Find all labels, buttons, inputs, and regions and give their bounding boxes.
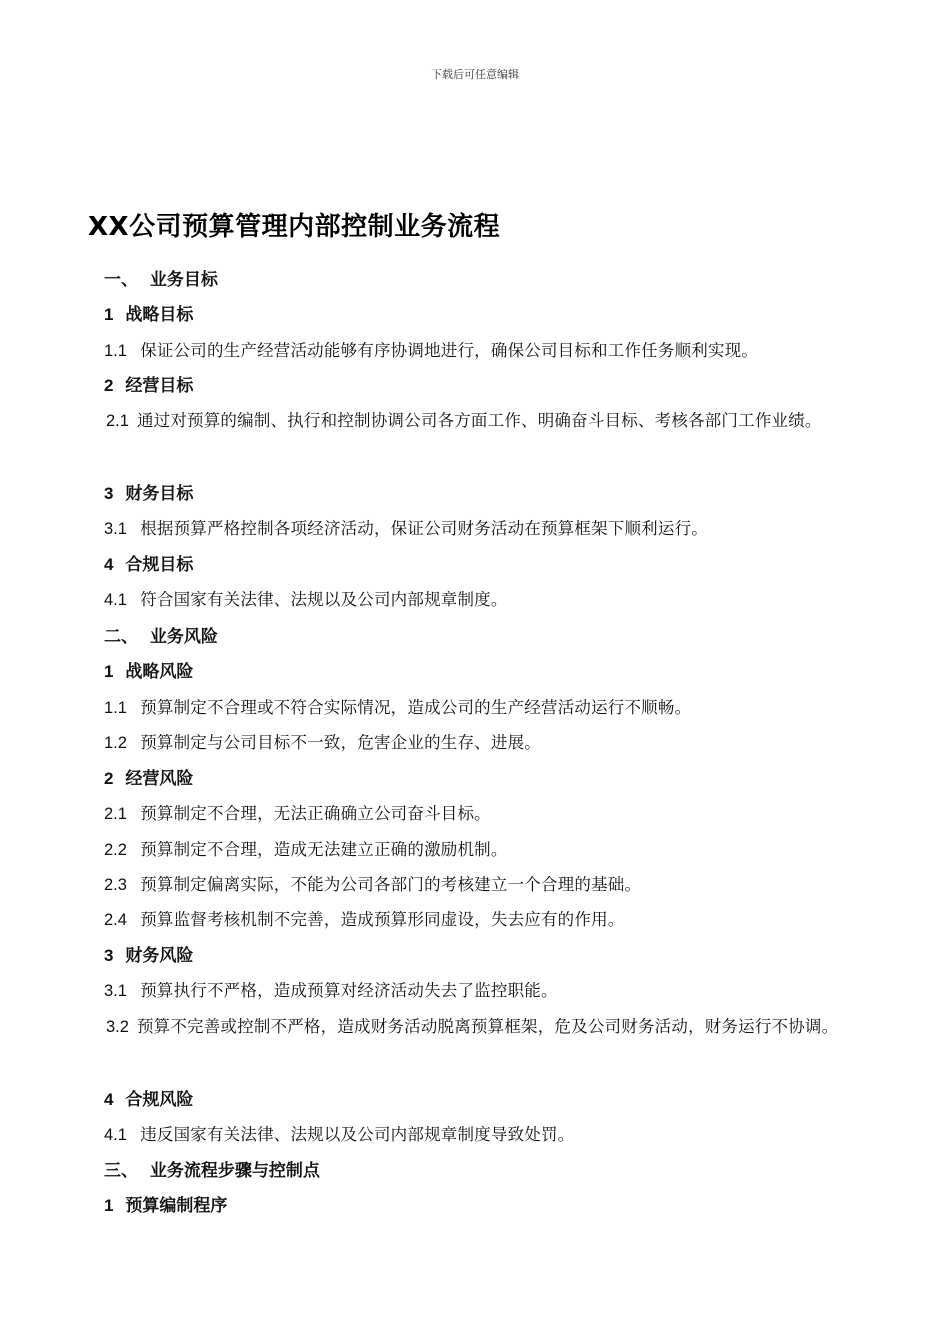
subsection-heading — [104, 482, 193, 506]
subsection-number: 2 — [104, 376, 114, 395]
item-number: 1.1 — [104, 699, 127, 717]
item-number: 2.2 — [104, 841, 127, 859]
list-item — [104, 979, 558, 1003]
item-number: 1.2 — [104, 734, 127, 752]
item-number: 4.1 — [104, 591, 127, 609]
list-item — [104, 588, 508, 612]
item-text: 符合国家有关法律、法规以及公司内部规章制度。 — [140, 590, 508, 609]
subsection-number: 2 — [104, 769, 114, 788]
subsection-heading — [104, 374, 193, 398]
subsection-label: 财务风险 — [125, 946, 194, 966]
subsection-number: 1 — [104, 1196, 114, 1215]
list-item — [104, 696, 691, 720]
item-number: 2.1 — [104, 805, 127, 823]
list-item — [104, 1123, 574, 1147]
subsection-number: 4 — [104, 1090, 114, 1109]
subsection-label: 合规目标 — [125, 555, 194, 575]
item-number: 2.1 — [106, 412, 129, 430]
subsection-label: 财务目标 — [125, 484, 194, 504]
item-number: 2.3 — [104, 876, 127, 894]
subsection-label: 合规风险 — [125, 1090, 194, 1110]
item-number: 1.1 — [104, 342, 127, 360]
subsection-label: 预算编制程序 — [125, 1196, 228, 1216]
subsection-heading — [104, 944, 193, 968]
item-number: 3.1 — [104, 520, 127, 538]
list-item — [104, 838, 508, 862]
list-item — [104, 517, 708, 541]
subsection-number: 4 — [104, 555, 114, 574]
item-text: 违反国家有关法律、法规以及公司内部规章制度导致处罚。 — [140, 1125, 575, 1144]
list-item — [104, 873, 641, 897]
item-text: 预算不完善或控制不严格，造成财务活动脱离预算框架，危及公司财务活动，财务运行不协调。 — [136, 1017, 839, 1036]
list-item — [104, 908, 625, 932]
item-text: 预算制定不合理，造成无法建立正确的激励机制。 — [140, 840, 508, 859]
list-item — [88, 1009, 864, 1045]
section-heading — [104, 268, 218, 292]
subsection-heading — [104, 660, 193, 684]
item-text: 预算制定偏离实际，不能为公司各部门的考核建立一个合理的基础。 — [140, 875, 642, 894]
document-title: XX公司预算管理内部控制业务流程 — [88, 212, 501, 242]
subsection-label: 经营目标 — [125, 376, 194, 396]
subsection-label: 战略风险 — [125, 662, 194, 682]
subsection-number: 1 — [104, 662, 114, 681]
section-label: 业务目标 — [149, 270, 218, 290]
list-item — [88, 403, 864, 439]
section-label: 业务风险 — [149, 627, 218, 647]
item-text: 预算执行不严格，造成预算对经济活动失去了监控职能。 — [140, 981, 558, 1000]
header-note: 下载后可任意编辑 — [431, 68, 519, 81]
subsection-heading — [104, 1194, 227, 1218]
subsection-heading — [104, 767, 193, 791]
list-item — [104, 802, 491, 826]
subsection-number: 3 — [104, 484, 114, 503]
item-text: 预算监督考核机制不完善，造成预算形同虚设，失去应有的作用。 — [140, 910, 625, 929]
subsection-heading — [104, 1088, 193, 1112]
subsection-heading — [104, 553, 193, 577]
subsection-label: 经营风险 — [125, 769, 194, 789]
item-number: 3.2 — [106, 1018, 129, 1036]
subsection-heading — [104, 303, 193, 327]
item-text: 根据预算严格控制各项经济活动，保证公司财务活动在预算框架下顺利运行。 — [140, 519, 708, 538]
section-heading — [104, 1159, 320, 1183]
item-text: 保证公司的生产经营活动能够有序协调地进行，确保公司目标和工作任务顺利实现。 — [140, 341, 759, 360]
subsection-number: 3 — [104, 946, 114, 965]
section-number: 一、 — [104, 270, 138, 290]
subsection-number: 1 — [104, 305, 114, 324]
item-text: 预算制定不合理，无法正确确立公司奋斗目标。 — [140, 804, 491, 823]
list-item — [104, 339, 758, 363]
item-number: 3.1 — [104, 982, 127, 1000]
item-number: 2.4 — [104, 911, 127, 929]
item-text: 预算制定与公司目标不一致，危害企业的生存、进展。 — [140, 733, 541, 752]
item-text: 预算制定不合理或不符合实际情况，造成公司的生产经营活动运行不顺畅。 — [140, 698, 692, 717]
section-number: 二、 — [104, 627, 138, 647]
list-item — [104, 731, 541, 755]
subsection-label: 战略目标 — [125, 305, 194, 325]
section-heading — [104, 625, 218, 649]
item-number: 4.1 — [104, 1126, 127, 1144]
item-text: 通过对预算的编制、执行和控制协调公司各方面工作、明确奋斗目标、考核各部门工作业绩。 — [136, 411, 822, 430]
section-label: 业务流程步骤与控制点 — [149, 1161, 320, 1181]
section-number: 三、 — [104, 1161, 138, 1181]
